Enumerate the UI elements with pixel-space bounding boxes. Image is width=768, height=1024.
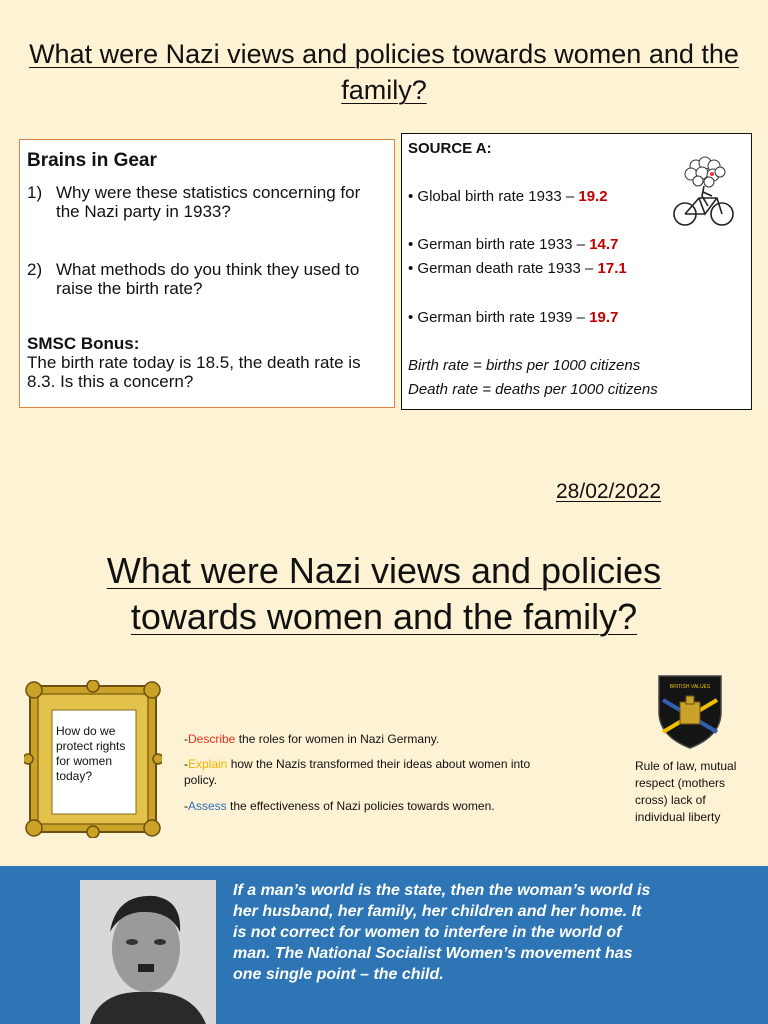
- portrait-photo-icon: [80, 880, 216, 1024]
- lesson-title-text: What were Nazi views and policies towards women and the family?: [106, 550, 662, 637]
- objective-prefix: -: [184, 732, 188, 746]
- brains-in-gear-box: [19, 139, 395, 408]
- stat-label: German birth rate 1939 –: [417, 309, 590, 326]
- stat-german-death-1933: • German death rate 1933 – 17.1: [408, 260, 627, 277]
- slide-title: [0, 36, 768, 108]
- objective-assess: [184, 798, 554, 814]
- british-values-badge-icon: [655, 672, 725, 750]
- lesson-date: 28/02/2022: [556, 480, 662, 503]
- source-a-box: [401, 133, 752, 410]
- brain-bicycle-icon: [672, 154, 738, 228]
- stat-label: Global birth rate 1933 –: [417, 188, 579, 205]
- objective-text: the effectiveness of Nazi policies towards women.: [226, 799, 495, 813]
- slide-title-text: What were Nazi views and policies towards women and the family?: [29, 39, 739, 105]
- birth-rate-definition: Birth rate = births per 1000 citizens: [408, 357, 641, 374]
- smsc-text: The birth rate today is 18.5, the death rate is 8.3. Is this a concern?: [27, 353, 361, 391]
- lesson-title: [60, 548, 708, 640]
- objective-prefix: -: [184, 799, 188, 813]
- stat-german-birth-1933: • German birth rate 1933 – 14.7: [408, 236, 619, 253]
- stat-value: 19.2: [578, 188, 608, 205]
- stat-value: 19.7: [589, 309, 619, 326]
- smsc-heading: SMSC Bonus:: [27, 334, 140, 353]
- brains-heading: Brains in Gear: [27, 150, 157, 171]
- objective-text: the roles for women in Nazi Germany.: [235, 732, 440, 746]
- stat-label: German death rate 1933 –: [417, 260, 598, 277]
- badge-label: BRITISH VALUES: [669, 684, 711, 690]
- objective-keyword: Describe: [188, 732, 236, 746]
- question-text: Why were these statistics concerning for the Nazi party in 1933?: [56, 183, 361, 221]
- objective-keyword: Explain: [188, 757, 228, 771]
- objective-keyword: Assess: [188, 799, 227, 813]
- stat-value: 17.1: [597, 260, 627, 277]
- question-number: 1): [27, 183, 43, 202]
- objective-text: how the Nazis transformed their ideas about women into policy.: [184, 757, 531, 787]
- question-number: 2): [27, 260, 43, 279]
- stat-german-birth-1939: • German birth rate 1939 – 19.7: [408, 309, 619, 326]
- question-text: What methods do you think they used to raise the birth rate?: [56, 260, 360, 298]
- stat-label: German birth rate 1933 –: [417, 236, 590, 253]
- frame-question: How do we protect rights for women today?: [56, 724, 126, 783]
- objective-describe: [184, 731, 554, 747]
- stat-value: 14.7: [589, 236, 619, 253]
- british-values-text: Rule of law, mutual respect (mothers cross) lack of individual liberty: [635, 759, 737, 824]
- objective-prefix: -: [184, 757, 188, 771]
- source-heading: SOURCE A:: [408, 140, 492, 157]
- stat-global-birth-1933: • Global birth rate 1933 – 19.2: [408, 188, 608, 205]
- objective-explain: [184, 756, 554, 788]
- quote-text: If a man’s world is the state, then the woman’s world is her husband, her family, her children and her home. It is not correct for women to interfere in the world of man. The National Socialist Women’s movement has one single point – the child.: [233, 882, 651, 983]
- death-rate-definition: Death rate = deaths per 1000 citizens: [408, 381, 658, 398]
